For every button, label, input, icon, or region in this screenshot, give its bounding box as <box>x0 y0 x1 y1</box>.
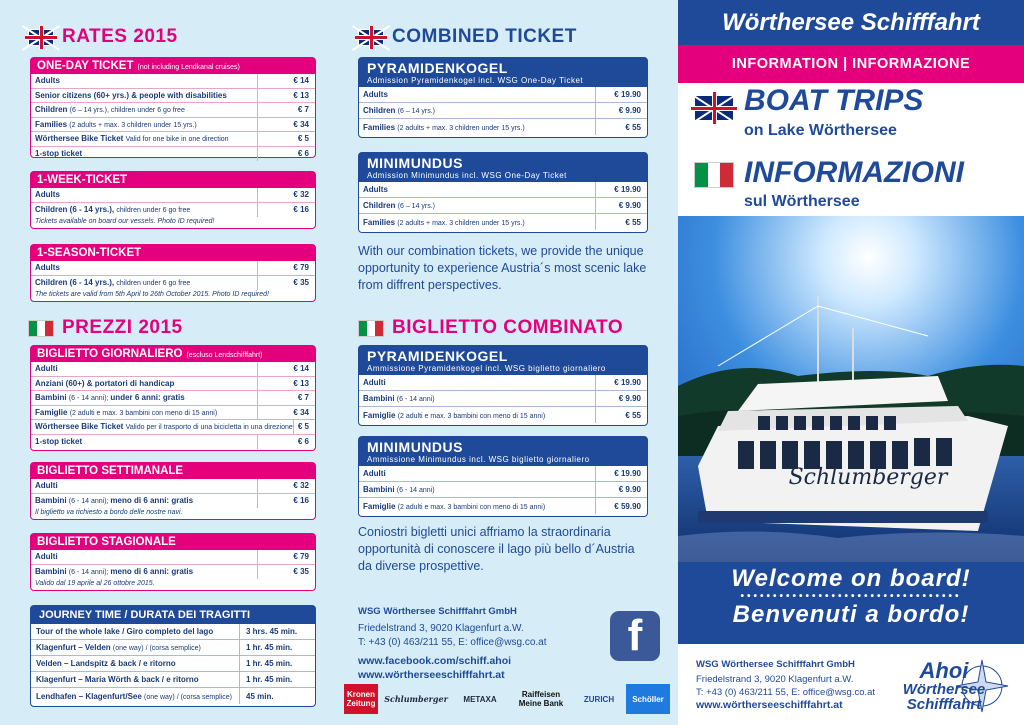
row-label: Children (6 - 14 yrs.), children under 6 go free <box>35 205 191 215</box>
price-row <box>31 74 315 89</box>
row-price: € 9.90 <box>595 482 647 497</box>
row-price: € 16 <box>257 203 315 218</box>
minimundus-box: MINIMUNDUS Admission Minimundus incl. WSG One-Day Ticket Adults € 19.90 Children (6 – 14 yrs.) € 9.90 Families (2 adults + max. 3 children under 15 yrs.) € 55 <box>358 152 648 233</box>
journey-row <box>31 688 315 704</box>
price-row <box>31 89 315 104</box>
row-label: Families (2 adults + max. 3 children under 15 yrs.) <box>363 217 525 227</box>
row-label: Famiglie (2 adulti e max. 3 bambini con meno di 15 anni) <box>363 501 546 511</box>
row-price: € 79 <box>257 550 315 564</box>
one-day-rows <box>31 74 315 161</box>
row-label: Adults <box>363 185 388 194</box>
row-label: Senior citizens (60+ yrs.) & people with disabilities <box>35 90 227 100</box>
price-row <box>359 498 647 514</box>
row-label: Bambini (6 - 14 anni); under 6 anni: gratis <box>35 393 185 403</box>
row-price: € 35 <box>257 276 315 291</box>
row-price: € 79 <box>257 261 315 275</box>
prezzi-heading: PREZZI 2015 <box>28 317 183 339</box>
facebook-link[interactable]: www.facebook.com/schiff.ahoi <box>358 655 512 667</box>
row-label: Famiglie (2 adulti e max. 3 bambini con meno di 15 anni) <box>363 410 546 420</box>
price-row <box>359 103 647 119</box>
cover-column <box>678 0 1024 725</box>
price-row <box>31 147 315 162</box>
italy-flag-icon <box>28 320 54 337</box>
rates-column <box>0 0 340 725</box>
uk-flag-icon <box>358 29 384 46</box>
row-label: Adulti <box>35 552 58 562</box>
season-note: The tickets are valid from 5th April to 26th October 2015. Photo ID required! <box>35 291 269 298</box>
pyramidenkogel-it-box: PYRAMIDENKOGEL Ammissione Pyramidenkogel incl. WSG biglietto giornaliero Adulti € 19.90 Bambini (6 - 14 anni) € 9.90 Famiglie (2 adulti e max. 3 bambini con meno di 15 anni) € 55 <box>358 345 648 426</box>
price-row <box>31 420 315 435</box>
journey-row <box>31 672 315 688</box>
journey-row <box>31 656 315 672</box>
row-price: € 9.90 <box>595 103 647 118</box>
price-row <box>359 119 647 135</box>
row-label: Adulti <box>35 481 58 491</box>
row-label: Adulti <box>363 378 386 387</box>
sponsor-logo: METAXA <box>463 694 497 704</box>
combinato-text: Coniostri bigletti unici affriamo la straordinaria opportunità di conoscere il lago più bello d´Austria da diverse prospettive. <box>358 525 635 573</box>
journey-duration: 45 min. <box>239 688 315 704</box>
website-link[interactable]: www.wörtherseeschifffahrt.at <box>358 669 505 681</box>
row-price: € 7 <box>257 103 315 117</box>
row-label: Bambini (6 - 14 anni); meno di 6 anni: gratis <box>35 567 194 577</box>
row-price: € 19.90 <box>595 182 647 197</box>
row-price: € 16 <box>257 494 315 509</box>
settimanale-box: BIGLIETTO SETTIMANALE Adulti € 32 Bambini (6 - 14 anni); meno di 6 anni: gratis € 16 Il biglietto va richiesto a bordo delle nostre navi. <box>30 462 316 520</box>
stagionale-box: BIGLIETTO STAGIONALE Adulti € 79 Bambini (6 - 14 anni); meno di 6 anni: gratis € 35 Valido dal 19 aprile al 26 ottobre 2015. <box>30 533 316 591</box>
row-price: € 14 <box>257 74 315 88</box>
row-price: € 19.90 <box>595 375 647 390</box>
uk-flag-icon <box>694 95 734 121</box>
price-row <box>359 182 647 198</box>
price-row <box>359 375 647 391</box>
row-label: Adults <box>35 263 60 273</box>
price-row <box>359 407 647 423</box>
row-label: Bambini (6 - 14 anni) <box>363 485 435 494</box>
row-price: € 9.90 <box>595 198 647 213</box>
row-label: Famiglie (2 adulti e max. 3 bambini con meno di 15 anni) <box>35 407 218 417</box>
price-row <box>31 435 315 450</box>
boat-image <box>678 216 1024 562</box>
price-row <box>31 203 315 218</box>
row-label: Children (6 - 14 yrs.), children under 6 go free <box>35 278 191 288</box>
journey-route: Klagenfurt – Velden (one way) / (corsa semplice) <box>36 643 201 652</box>
journey-row <box>31 640 315 656</box>
giornaliero-box: BIGLIETTO GIORNALIERO (escluso Lendschifffahrt) Adulti € 14 Anziani (60+) & portatori di handicap € 13 Bambini (6 - 14 anni); under 6 anni: gratis € 7 Famiglie (2 adulti e max. 3 bambini con meno di 15 anni) € 34 Wörthersee Bike Ticket Valido per il trasporto di una bicicletta in una direzione € 5 1-stop ticket € 6 <box>30 345 316 451</box>
journey-duration: 1 hr. 45 min. <box>239 672 315 687</box>
price-row <box>359 482 647 498</box>
sponsor-logo: Kronen Zeitung <box>344 684 378 714</box>
row-price: € 55 <box>595 119 647 135</box>
row-price: € 35 <box>257 565 315 580</box>
season-ticket-box: 1-SEASON-TICKET Adults € 79 Children (6 - 14 yrs.), children under 6 go free € 35 The tickets are valid from 5th April to 26th October 2015. Photo ID required! <box>30 244 316 302</box>
row-label: Bambini (6 - 14 anni) <box>363 394 435 403</box>
row-label: Wörthersee Bike Ticket Valid for one bike in one direction <box>35 134 229 144</box>
price-row <box>359 214 647 230</box>
row-price: € 55 <box>595 214 647 230</box>
row-label: Anziani (60+) & portatori di handicap <box>35 378 175 388</box>
row-price: € 5 <box>257 132 315 146</box>
row-label: Adulti <box>363 469 386 478</box>
price-row <box>31 406 315 421</box>
row-price: € 34 <box>257 406 315 420</box>
minimundus-it-box: MINIMUNDUS Ammissione Minimundus incl. WSG biglietto giornaliero Adulti € 19.90 Bambini (6 - 14 anni) € 9.90 Famiglie (2 adulti e max. 3 bambini con meno di 15 anni) € 59.90 <box>358 436 648 517</box>
boat-trips-heading: BOAT TRIPS <box>744 84 924 117</box>
rates-heading: RATES 2015 <box>28 26 178 48</box>
combinato-heading: BIGLIETTO COMBINATO <box>358 317 623 339</box>
row-price: € 14 <box>257 362 315 376</box>
row-label: Children (6 – 14 yrs.), children under 6 go free <box>35 105 185 115</box>
italy-flag-icon <box>358 320 384 337</box>
week-ticket-box: 1-WEEK-TICKET Adults € 32 Children (6 - 14 yrs.), children under 6 go free € 16 Tickets available on board our vessels. Photo ID required! <box>30 171 316 229</box>
journey-table: JOURNEY TIME / DURATA DEI TRAGITTI Tour of the whole lake / Giro completo del lago 3 hrs. 45 min. Klagenfurt – Velden (one way) / (corsa semplice) 1 hr. 45 min. Velden – Landspitz & back / e ritorno 1 hr. 45 min. Klagenfurt – Maria Wörth & back / e ritorno 1 hr. 45 min. Lendhafen – Klagenfurt/See (one way) / (corsa semplice) 45 min. <box>30 605 316 707</box>
row-label: Adults <box>363 90 388 99</box>
combined-text: With our combination tickets, we provide the unique opportunity to experience Austria´s most scenic lake from diffrent perspectives. <box>358 244 647 292</box>
row-label: Adults <box>35 76 60 86</box>
cover-footer: WSG Wörthersee Schifffahrt GmbH Friedelstrand 3, 9020 Klagenfurt a.W. T: +43 (0) 463/211 55, E: office@wsg.co.at www.wörtherseeschifffahrt.at <box>696 659 876 711</box>
price-row <box>31 479 315 494</box>
cover-website-link[interactable]: www.wörtherseeschifffahrt.at <box>696 699 843 711</box>
informazioni-heading: INFORMAZIONI <box>744 156 964 189</box>
price-row <box>31 261 315 276</box>
sponsor-logo: Schlumberger <box>384 693 448 704</box>
price-row <box>31 188 315 203</box>
row-label: Adulti <box>35 364 58 374</box>
price-row <box>31 494 315 509</box>
company-info: WSG Wörthersee Schifffahrt GmbH Friedelstrand 3, 9020 Klagenfurt a.W. T: +43 (0) 463/211 55, E: office@wsg.co.at www.facebook.com/schiff.ahoi www.wörtherseeschifffahrt.at <box>358 605 578 682</box>
row-price: € 34 <box>257 118 315 132</box>
journey-duration: 3 hrs. 45 min. <box>239 624 315 639</box>
row-price: € 32 <box>257 188 315 202</box>
journey-route: Tour of the whole lake / Giro completo del lago <box>36 627 214 636</box>
row-label: Children (6 – 14 yrs.) <box>363 201 436 210</box>
week-note: Tickets available on board our vessels. Photo ID required! <box>35 218 215 225</box>
price-row <box>359 391 647 407</box>
row-price: € 13 <box>257 377 315 391</box>
journey-row <box>31 624 315 640</box>
price-row <box>31 391 315 406</box>
price-row <box>31 565 315 580</box>
journey-duration: 1 hr. 45 min. <box>239 640 315 655</box>
cover-info-bar: INFORMATION | INFORMAZIONE <box>678 45 1024 83</box>
row-label: Wörthersee Bike Ticket Valido per il trasporto di una bicicletta in una direzione <box>35 422 293 432</box>
journey-duration: 1 hr. 45 min. <box>239 656 315 671</box>
combined-heading: COMBINED TICKET <box>358 26 577 48</box>
welcome-banner: Welcome on board! •••••••••••••••••••••••••••••••••• Benvenuti a bordo! <box>678 562 1024 644</box>
italy-flag-icon <box>694 162 734 188</box>
price-row <box>31 377 315 392</box>
one-day-ticket-box: ONE-DAY TICKET (not including Lendkanal cruises) Adults € 14 Senior citizens (60+ yrs.) & people with disabilities € 13 Children (6 – 14 yrs.), children under 6 go free € 7 Families (2 adults + max. 3 children under 15 yrs.) € 34 Wörthersee Bike Ticket Valid for one bike in one direction € 5 1-stop ticket € 6 <box>30 57 316 158</box>
row-price: € 13 <box>257 89 315 103</box>
row-price: € 7 <box>257 391 315 405</box>
price-row <box>31 276 315 291</box>
row-label: Bambini (6 - 14 anni); meno di 6 anni: gratis <box>35 496 194 506</box>
sul-subheading: sul Wörthersee <box>744 193 860 210</box>
sponsor-logo: Schöller <box>626 684 670 714</box>
price-row <box>359 466 647 482</box>
on-lake-subheading: on Lake Wörthersee <box>744 122 897 139</box>
price-row <box>31 103 315 118</box>
price-row <box>31 132 315 147</box>
ship-name: Schlumberger <box>788 465 948 490</box>
journey-route: Klagenfurt – Maria Wörth & back / e ritorno <box>36 675 199 684</box>
row-price: € 5 <box>293 420 315 434</box>
row-label: 1-stop ticket <box>35 149 83 159</box>
facebook-icon[interactable]: f <box>610 611 660 661</box>
row-price: € 9.90 <box>595 391 647 406</box>
row-label: Children (6 – 14 yrs.) <box>363 106 436 115</box>
combined-column <box>340 0 678 725</box>
price-row <box>359 87 647 103</box>
row-label: Families (2 adults + max. 3 children under 15 yrs.) <box>35 119 197 129</box>
boat-photo <box>678 216 1024 562</box>
sponsor-logo: ZURICH <box>583 694 615 704</box>
cover-title: Wörthersee Schifffahrt <box>678 0 1024 45</box>
pyramidenkogel-box: PYRAMIDENKOGEL Admission Pyramidenkogel incl. WSG One-Day Ticket Adults € 19.90 Children (6 – 14 yrs.) € 9.90 Families (2 adults + max. 3 children under 15 yrs.) € 55 <box>358 57 648 138</box>
journey-route: Lendhafen – Klagenfurt/See (one way) / (corsa semplice) <box>36 691 232 701</box>
price-row <box>31 550 315 565</box>
row-price: € 6 <box>257 435 315 450</box>
row-price: € 59.90 <box>595 498 647 514</box>
row-price: € 6 <box>257 147 315 162</box>
row-price: € 55 <box>595 407 647 423</box>
row-price: € 32 <box>257 479 315 493</box>
row-price: € 19.90 <box>595 466 647 481</box>
ahoi-logo: Ahoi Wörthersee Schifffahrt <box>874 656 1014 722</box>
price-row <box>31 362 315 377</box>
row-label: 1-stop ticket <box>35 437 83 447</box>
sponsor-logo: Raiffeisen Meine Bank <box>518 690 564 708</box>
price-row <box>31 118 315 133</box>
row-label: Families (2 adults + max. 3 children under 15 yrs.) <box>363 122 525 132</box>
row-label: Adults <box>35 190 60 200</box>
uk-flag-icon <box>28 29 54 46</box>
journey-route: Velden – Landspitz & back / e ritorno <box>36 659 176 668</box>
row-price: € 19.90 <box>595 87 647 102</box>
price-row <box>359 198 647 214</box>
